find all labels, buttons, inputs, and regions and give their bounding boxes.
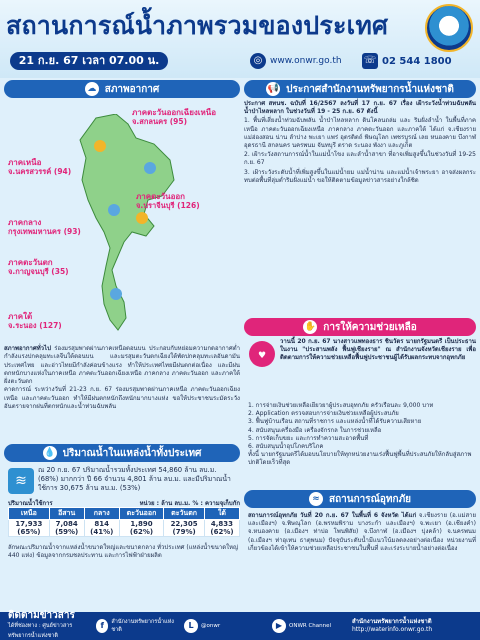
- region-central: ภาคกลาง กรุงเทพมหานคร (93): [8, 218, 81, 236]
- onwr-section-header: [244, 80, 476, 98]
- page-header: [0, 0, 480, 78]
- help-title: การให้ความช่วยเหลือ: [323, 321, 417, 333]
- line-link[interactable]: L @onwr: [184, 619, 264, 633]
- water-summary: ณ 20 ก.ย. 67 ปริมาณน้ำรวมทั้งประเทศ 54,860 ล้าน ลบ.ม. (68%) มากกว่า ปี 66 จำนวน 4,801 ล้าน ลบ.ม. และมีปริมาณน้ำใช้การ 30,675 ล้าน ลบ.ม. (53%): [38, 466, 231, 492]
- region-northeast: ภาคตะวันออกเฉียงเหนือ จ.สกลนคร (95): [132, 108, 217, 126]
- region-north: ภาคเหนือ จ.นครสวรรค์ (94): [8, 158, 72, 176]
- list-item: 6. สนับสนุนน้ำอุปโภคบริโภค: [248, 443, 324, 451]
- flood-section-header: [244, 490, 476, 508]
- help-section-header: [244, 318, 476, 336]
- help-list: [248, 402, 476, 468]
- org-info: สำนักงานทรัพยากรน้ำแห่งชาติ http://waterinfo.onwr.go.th: [352, 618, 472, 634]
- report-date: 21 ก.ย. 67 เวลา 07.00 น.: [10, 52, 168, 70]
- region-south: ภาคใต้ จ.ระนอง (127): [8, 312, 62, 330]
- globe-icon: ◎: [250, 53, 266, 69]
- hands-icon: ✋: [304, 322, 316, 332]
- water-drop-icon: 💧: [43, 448, 56, 458]
- phone-contact[interactable]: [362, 52, 472, 70]
- thailand-map-icon: [66, 114, 176, 334]
- dam-icon: ≋: [8, 468, 34, 494]
- list-item: ทั้งนี้ นายกรัฐมนตรีได้มอบนโยบายให้ทุกหน่วยงานเร่งฟื้นฟูพื้นที่ประสบภัยให้กลับสู่สภาพปกติโดยเร็วที่สุด: [248, 451, 472, 467]
- water-footnote: ลักษณะปริมาณน้ำจากแหล่งน้ำขนาดใหญ่และขนาดกลาง ทั่วประเทศ (แหล่งน้ำขนาดใหญ่ 440 แห่ง) ข้อมูลจากกรมชลประทาน และการไฟฟ้าฝ่ายผลิต: [8, 544, 239, 559]
- table-header-row: เหนือ อีสาน กลาง ตะวันออก ตะวันตก ใต้: [9, 508, 240, 520]
- facebook-icon: f: [96, 619, 108, 633]
- youtube-link[interactable]: ▶ ONWR Channel: [272, 619, 352, 633]
- list-item: 5. การจัดเก็บขยะ และการทำความสะอาดพื้นที่: [248, 434, 369, 442]
- youtube-icon: ▶: [272, 619, 286, 633]
- facebook-link[interactable]: f สำนักงานทรัพยากรน้ำแห่งชาติ: [96, 618, 176, 634]
- page-footer: [0, 612, 480, 640]
- weather-icon: ☁: [85, 82, 99, 96]
- weather-forecast: คาดการณ์ ระหว่างวันที่ 21-23 ก.ย. 67 ร่องมรสุมพาดผ่านภาคเหนือ ภาคตะวันออกเฉียงเหนือ และภาคตะวันออก ทำให้มีฝนตกหนักถึงหนักมากบางแห่ง ขอให้ประชาชนระมัดระวังอันตรายจากฝนที่ตกหนักและน้ำท่วมฉับพลัน: [4, 386, 240, 411]
- table-row: 17,933 (65%) 7,084 (59%) 814 (41%) 1,890 (62%) 22,305 (79%) 4,833 (62%): [9, 520, 240, 537]
- website-text: www.onwr.go.th: [270, 56, 342, 66]
- list-item: 4. สนับสนุนเครื่องมือ เครื่องจักรกล ในการช่วยเหลือ: [248, 426, 382, 434]
- website-link[interactable]: [250, 52, 360, 70]
- phone-number: 02 544 1800: [382, 55, 452, 67]
- flood-title: สถานการณ์อุทกภัย: [328, 493, 412, 505]
- flood-description: สถานการณ์อุทกภัย วันที่ 20 ก.ย. 67 ในพื้นที่ 6 จังหวัด ได้แก่ จ.เชียงราย (อ.แม่สาย และเมืองฯ) จ.พิษณุโลก (อ.พรหมพิราม บางระกำ และเมืองฯ) จ.พะเยา (อ.เชียงคำ) จ.หนองคาย (อ.เมืองฯ ท่าบ่อ โพนพิสัย) จ.บึงกาฬ (อ.เมืองฯ บุ่งคล้า) จ.นครพนม (อ.เมืองฯ ท่าอุเทน ธาตุพนม) ปัจจุบันระดับน้ำมีแนวโน้มลดลงอย่างต่อเนื่อง หน่วยงานที่เกี่ยวข้องได้เข้าให้ความช่วยเหลือประชาชนในพื้นที่ และเร่งระบายน้ำอย่างต่อเนื่อง: [248, 512, 476, 552]
- follow-us: ติดตามข่าวสาร ได้ที่ช่องทาง : ศูนย์ข่าวสารทรัพยากรน้ำแห่งชาติ: [8, 610, 75, 639]
- onwr-title: ประกาศสำนักงานทรัพยากรน้ำแห่งชาติ: [286, 83, 454, 95]
- help-lead: วานนี้ 20 ก.ย. 67 นางสาวแพทองธาร ชินวัตร นายกรัฐมนตรี เป็นประธานในงาน "ประสานพลัง ฟื้นฟูเชียงราย" ณ สำนักงานจังหวัดเชียงราย เพื่อติดตามการให้ความช่วยเหลือฟื้นฟูประชาชนผู้ได้รับผลกระทบจากอุทกภัย: [280, 338, 476, 362]
- table-caption: ปริมาณน้ำใช้การ: [8, 500, 53, 507]
- line-icon: L: [184, 619, 198, 633]
- megaphone-icon: 📢: [267, 84, 279, 94]
- water-table: [8, 507, 240, 537]
- svg-text:♥: ♥: [257, 351, 267, 361]
- phone-icon: ☏: [362, 53, 378, 69]
- weather-title: สภาพอากาศ: [104, 83, 160, 95]
- region-west: ภาคตะวันตก จ.กาญจนบุรี (35): [8, 258, 69, 276]
- table-unit: หน่วย : ล้าน ลบ.ม. % : ความจุเก็บกัก: [139, 500, 240, 507]
- region-east: ภาคตะวันออก จ.ปราจีนบุรี (126): [136, 192, 200, 210]
- water-section-header: [4, 444, 240, 462]
- onwr-logo-icon: [425, 4, 473, 52]
- help-badge-icon: [248, 340, 276, 368]
- list-item: 1. การจ่ายเงินช่วยเหลือเยียวยาผู้ประสบอุทกภัย ครัวเรือนละ 9,000 บาท: [248, 402, 434, 409]
- list-item: 3. ฟื้นฟูบ้านเรือน สถานที่ราชการ และแหล่งน้ำที่ได้รับความเสียหาย: [248, 418, 422, 426]
- weather-section-header: [4, 80, 240, 98]
- water-volume-panel: [4, 466, 240, 609]
- flood-icon: ≈: [309, 492, 323, 506]
- list-item: 2. Application ตรวจสอบการจ่ายเงินช่วยเหลือผู้ประสบภัย: [248, 410, 399, 418]
- page-title: สถานการณ์น้ำภาพรวมของประเทศ: [6, 11, 389, 40]
- weather-map: [4, 100, 240, 340]
- org-url-link[interactable]: http://waterinfo.onwr.go.th: [352, 626, 433, 633]
- weather-description: สภาพอากาศทั่วไป ร่องมรสุมพาดผ่านภาคเหนือตอนบน ประกอบกับหย่อมความกดอากาศต่ำกำลังแรงปกคลุมทะเลจีนใต้ตอนบน และมรสุมตะวันตกเฉียงใต้พัดปกคลุมทะเลอันดามัน ประเทศไทย และอ่าวไทยมีกำลังค่อนข้างแรง ทำให้ประเทศไทยมีฝนตกต่อเนื่อง และมีฝนตกหนักบางแห่งในภาคเหนือ ภาคตะวันออกเฉียงเหนือ ภาคกลาง ภาคตะวันออก และภาคใต้ฝั่งตะวันตก คาดการณ์ ระหว่างวันที่ 21-23 ก.ย. 67 ร่องมรสุมพาดผ่านภาคเหนือ ภาคตะวันออกเฉียงเหนือ และภาคตะวันออก ทำให้มีฝนตกหนักถึงหนักมากบางแห่ง ขอให้ประชาชนระมัดระวังอันตรายจากฝนที่ตกหนักและน้ำท่วมฉับพลัน: [4, 345, 240, 411]
- water-title: ปริมาณน้ำในแหล่งน้ำทั้งประเทศ: [62, 447, 202, 459]
- onwr-announcement: ประกาศ สทนช. ฉบับที่ 16/2567 ลงวันที่ 17 ก.ย. 67 เรื่อง เฝ้าระวังน้ำท่วมฉับพลัน น้ำป่าไหลหลาก ในช่วงวันที่ 19 - 25 ก.ย. 67 ดังนี้ 1. พื้นที่เสี่ยงน้ำท่วมฉับพลัน น้ำป่าไหลหลาก ดินโคลนถล่ม และ ริมฝั่งลำน้ำ ในพื้นที่ภาคเหนือ ภาคตะวันออกเฉียงเหนือ ภาคกลาง ภาคตะวันออก และภาคใต้ ได้แก่ จ.เชียงราย แม่ฮ่องสอน น่าน ลำปาง พะเยา แพร่ อุตรดิตถ์ พิษณุโลก เพชรบูรณ์ เลย หนองคาย บึงกาฬ อุดรธานี สกลนคร นครพนม จันทบุรี ตราด ระนอง พังงา และภูเก็ต 2. เฝ้าระวังสถานการณ์น้ำในแม่น้ำโขง และลำน้ำสาขา ที่อาจเพิ่มสูงขึ้นในช่วงวันที่ 19-25 ก.ย. 67 3. เฝ้าระวังระดับน้ำที่เพิ่มสูงขึ้นในแม่น้ำยม แม่น้ำน่าน และแม่น้ำเจ้าพระยา อาจส่งผลกระทบต่อพื้นที่ลุ่มต่ำริมฝั่งแม่น้ำ ขอให้ติดตามข้อมูลข่าวสารอย่างใกล้ชิด: [244, 100, 476, 184]
